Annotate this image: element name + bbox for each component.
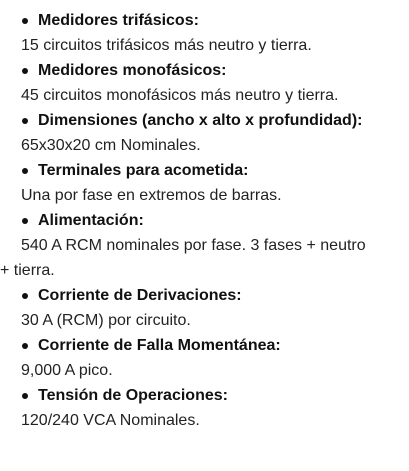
spec-title (0, 58, 409, 83)
spec-item-terminales-acometida (0, 158, 409, 208)
spec-title (0, 208, 409, 233)
spec-title-text: Dimensiones (ancho x alto x profundidad): (38, 111, 363, 129)
spec-title (0, 108, 409, 133)
spec-title-text: Corriente de Falla Momentánea: (38, 336, 281, 354)
spec-title-text: Terminales para acometida: (38, 161, 249, 179)
spec-title (0, 158, 409, 183)
spec-item-medidores-monofasicos (0, 58, 409, 108)
bullet-icon (22, 218, 28, 224)
spec-description: 540 A RCM nominales por fase. 3 fases + neutro + tierra. (0, 237, 366, 279)
spec-description: 45 circuitos monofásicos más neutro y tierra. (21, 87, 339, 104)
spec-description: 15 circuitos trifásicos más neutro y tierra. (21, 37, 312, 54)
spec-list (0, 8, 409, 433)
spec-description: 30 A (RCM) por circuito. (21, 312, 191, 329)
spec-title-text: Medidores monofásicos: (38, 61, 227, 79)
spec-item-alimentacion (0, 208, 409, 283)
spec-title-text: Corriente de Derivaciones: (38, 286, 242, 304)
spec-description: 9,000 A pico. (21, 362, 113, 379)
bullet-icon (22, 343, 28, 349)
spec-description: 120/240 VCA Nominales. (21, 412, 200, 429)
spec-title-text: Alimentación: (38, 211, 144, 229)
spec-title-text: Tensión de Operaciones: (38, 386, 228, 404)
spec-item-tension-operaciones (0, 383, 409, 433)
bullet-icon (22, 68, 28, 74)
bullet-icon (22, 118, 28, 124)
bullet-icon (22, 168, 28, 174)
spec-description: Una por fase en extremos de barras. (21, 187, 282, 204)
spec-item-corriente-falla (0, 333, 409, 383)
spec-title (0, 283, 409, 308)
spec-item-medidores-trifasicos (0, 8, 409, 58)
spec-title-text: Medidores trifásicos: (38, 11, 199, 29)
spec-item-corriente-derivaciones (0, 283, 409, 333)
spec-item-dimensiones (0, 108, 409, 158)
spec-title (0, 383, 409, 408)
spec-description: 65x30x20 cm Nominales. (21, 137, 201, 154)
spec-title (0, 333, 409, 358)
spec-title (0, 8, 409, 33)
bullet-icon (22, 393, 28, 399)
bullet-icon (22, 293, 28, 299)
bullet-icon (22, 18, 28, 24)
